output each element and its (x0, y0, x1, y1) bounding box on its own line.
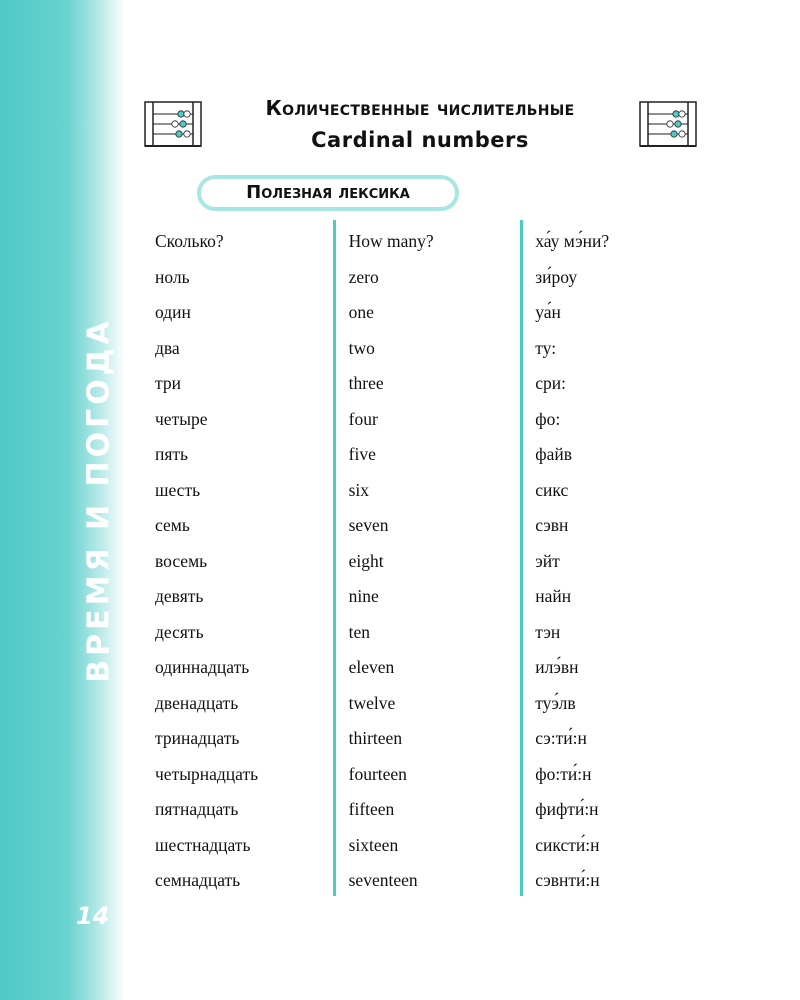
pronunciation: сэ:ти́:н (535, 728, 587, 749)
pronunciation: ту: (535, 337, 557, 358)
english-word: nine (348, 586, 379, 607)
pronunciation: уа́н (535, 302, 561, 323)
vocabulary-table (155, 224, 675, 899)
english-word: eleven (348, 657, 395, 678)
page-title-en: Cardinal numbers (311, 128, 529, 152)
pronunciation: илэ́вн (535, 657, 579, 678)
pronunciation: тэн (535, 621, 561, 642)
russian-word: тринадцать (155, 728, 240, 749)
russian-word: девять (155, 586, 204, 607)
russian-word: пять (155, 444, 189, 465)
english-word: two (348, 337, 375, 358)
pronunciation: фо: (535, 408, 561, 429)
russian-word: восемь (155, 550, 208, 571)
russian-word: четыре (155, 408, 208, 429)
page-number: 14 (76, 902, 110, 930)
english-word: fourteen (348, 763, 407, 784)
section-label: Полезная лексика (197, 175, 459, 211)
english-word: sixteen (348, 834, 399, 855)
vocab-row (155, 615, 675, 651)
vocab-row (155, 792, 675, 828)
vocab-row (155, 863, 675, 899)
russian-word: семнадцать (155, 870, 241, 891)
pronunciation: сри: (535, 373, 567, 394)
english-word: thirteen (348, 728, 403, 749)
english-word: seven (348, 515, 389, 536)
russian-word: двенадцать (155, 692, 239, 713)
english-word: one (348, 302, 374, 323)
russian-word: два (155, 337, 180, 358)
vocab-row (155, 366, 675, 402)
vocab-row (155, 579, 675, 615)
vocab-row (155, 686, 675, 722)
russian-word: шестнадцать (155, 834, 251, 855)
pronunciation: эйт (535, 550, 560, 571)
english-word: seventeen (348, 870, 418, 891)
abacus-icon (143, 100, 203, 150)
vocab-row (155, 757, 675, 793)
pronunciation: сэвнти́:н (535, 870, 600, 891)
pronunciation: сиксти́:н (535, 834, 600, 855)
russian-word: Сколько? (155, 231, 224, 252)
russian-word: одиннадцать (155, 657, 250, 678)
vocab-row (155, 721, 675, 757)
english-word: fifteen (348, 799, 395, 820)
vocab-row (155, 224, 675, 260)
pronunciation: найн (535, 586, 572, 607)
pronunciation: ха́у мэ́ни? (535, 231, 610, 252)
russian-word: шесть (155, 479, 201, 500)
page-title-ru: Количественные числительные (265, 96, 575, 120)
vocab-row (155, 331, 675, 367)
pronunciation: зи́роу (535, 266, 578, 287)
english-word: five (348, 444, 376, 465)
pronunciation: сэвн (535, 515, 569, 536)
english-word: eight (348, 550, 384, 571)
vocab-row (155, 508, 675, 544)
vocab-row (155, 437, 675, 473)
russian-word: ноль (155, 266, 190, 287)
english-word: zero (348, 266, 379, 287)
vocab-row (155, 402, 675, 438)
russian-word: четырнадцать (155, 763, 259, 784)
pronunciation: файв (535, 444, 573, 465)
vocab-row (155, 650, 675, 686)
russian-word: один (155, 302, 191, 323)
english-word: four (348, 408, 378, 429)
russian-word: три (155, 373, 181, 394)
english-word: How many? (348, 231, 434, 252)
english-word: ten (348, 621, 371, 642)
english-word: twelve (348, 692, 396, 713)
pronunciation: сикс (535, 479, 569, 500)
vocab-row (155, 260, 675, 296)
abacus-icon (638, 100, 698, 150)
vocab-row (155, 295, 675, 331)
russian-word: десять (155, 621, 204, 642)
pronunciation: фо:ти́:н (535, 763, 592, 784)
english-word: three (348, 373, 384, 394)
russian-word: семь (155, 515, 190, 536)
pronunciation: туэ́лв (535, 692, 576, 713)
vocab-row (155, 473, 675, 509)
pronunciation: фифти́:н (535, 799, 599, 820)
section-title-vertical: ВРЕМЯ И ПОГОДА (81, 317, 117, 683)
vocab-row (155, 544, 675, 580)
english-word: six (348, 479, 370, 500)
vocab-row (155, 828, 675, 864)
russian-word: пятнадцать (155, 799, 239, 820)
